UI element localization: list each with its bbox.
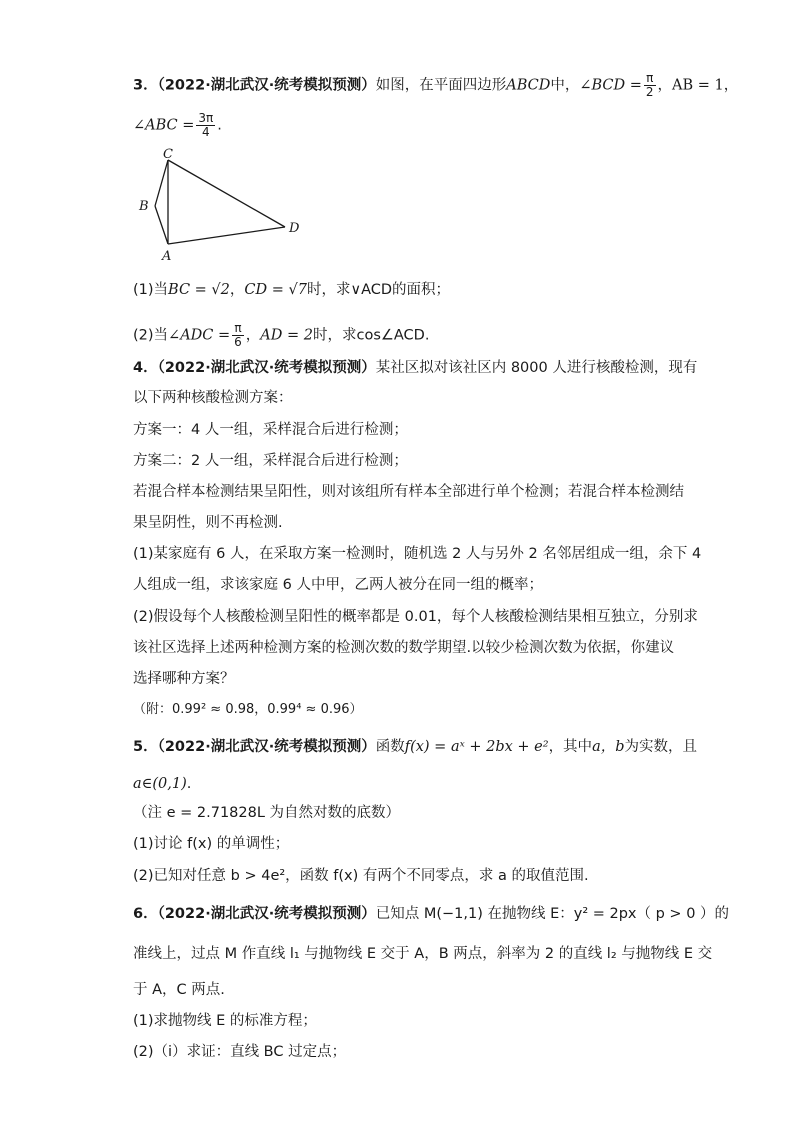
q5-part-1: (1)讨论 f(x) 的单调性； [133, 836, 290, 852]
q3-ad: AD = 2 [260, 327, 313, 344]
label-d: D [289, 221, 300, 236]
q3-bc: BC = √2 [168, 282, 230, 298]
q6-part-2: (2)（ⅰ）求证：直线 BC 过定点； [133, 1044, 347, 1060]
q3-ab: ，AB = 1， [657, 77, 739, 94]
q6-part-1: (1)求抛物线 E 的标准方程； [133, 1013, 317, 1029]
q5-function: f(x) = aˣ + 2bx + e² [404, 739, 549, 755]
q3-number: 3． [133, 77, 158, 94]
label-c: C [163, 148, 173, 162]
q4-source: （2022·湖北武汉·统考模拟预测） [157, 360, 376, 376]
q3-source: （2022·湖北武汉·统考模拟预测） [157, 77, 376, 94]
q3-frac-3pi-4: $\frac{3\pi}{4}$ [198, 111, 214, 139]
q3-part-2: (2)当∠ADC = $\frac{\pi}{6}$ ，AD = 2时，求cos∠ACD. [133, 321, 430, 349]
q3-mid: 中， [550, 77, 580, 94]
label-a: A [162, 249, 172, 262]
q4-line-10: 该社区选择上述两种检测方案的检测次数的数学期望.以较少检测次数为依据，你建议 [133, 640, 675, 656]
q3-part-1: (1)当BC = √2，CD = √7时，求∨ACD的面积； [133, 282, 451, 298]
q5-range: a∈(0,1) [133, 776, 187, 792]
q6-line-1: 6．（2022·湖北武汉·统考模拟预测）已知点 M(−1,1) 在抛物线 E：y² = 2px（ p > 0 ）的 [133, 906, 730, 922]
q6-line-2: 准线上，过点 M 作直线 l₁ 与抛物线 E 交于 A，B 两点，斜率为 2 的直线 l₂ 与抛物线 E 交 [133, 946, 713, 962]
q5-line-1: 5．（2022·湖北武汉·统考模拟预测）函数f(x) = aˣ + 2bx + e²，其中a，b为实数，且 [133, 739, 697, 755]
q3-frac-pi-6: $\frac{\pi}{6}$ [234, 321, 242, 349]
q4-line-2: 以下两种核酸检测方案： [133, 390, 293, 406]
q4-line-7: (1)某家庭有 6 人，在采取方案一检测时，随机选 2 人与另外 2 名邻居组成一组，余下 4 [133, 546, 702, 562]
q3-frac-pi-2: $\frac{\pi}{2}$ [645, 71, 654, 99]
q4-line-5: 若混合样本检测结果呈阳性，则对该组所有样本全部进行单个检测；若混合样本检测结 [133, 484, 684, 500]
q3-quad: ABCD [506, 77, 551, 94]
quadrilateral-figure [135, 148, 305, 262]
q3-angle-adc: ∠ADC = [168, 327, 231, 344]
label-b: B [139, 199, 149, 214]
q3-intro: 如图，在平面四边形 [375, 77, 507, 94]
q4-line-1: 4．（2022·湖北武汉·统考模拟预测）某社区拟对该社区内 8000 人进行核酸检测，现有 [133, 360, 698, 376]
q4-line-9: (2)假设每个人核酸检测呈阳性的概率都是 0.01，每个人核酸检测结果相互独立，分别求 [133, 609, 698, 625]
q6-line-3: 于 A，C 两点. [133, 982, 225, 998]
q4-line-8: 人组成一组，求该家庭 6 人中甲，乙两人被分在同一组的概率； [133, 577, 543, 593]
q5-number: 5． [133, 739, 158, 755]
q6-source: （2022·湖北武汉·统考模拟预测） [157, 906, 376, 922]
q3-angle-abc: ∠ABC = [133, 117, 195, 134]
q4-line-11: 选择哪种方案？ [133, 671, 235, 687]
q5-source: （2022·湖北武汉·统考模拟预测） [157, 739, 376, 755]
q5-line-2: a∈(0,1). [133, 776, 192, 792]
q5-note: （注 e = 2.71828L 为自然对数的底数） [133, 805, 401, 821]
q3-cd: CD = √7 [244, 282, 307, 298]
q3-line-2: ∠ABC = $\frac{3\pi}{4}$ . [133, 111, 222, 139]
q4-line-4: 方案二：2 人一组，采样混合后进行检测； [133, 453, 408, 469]
q4-number: 4． [133, 360, 158, 376]
q4-line-6: 果呈阴性，则不再检测. [133, 515, 283, 531]
q3-line-1 [133, 72, 738, 99]
q4-line-3: 方案一：4 人一组，采样混合后进行检测； [133, 422, 408, 438]
q3-angle-bcd: ∠BCD = [579, 77, 642, 94]
q6-number: 6． [133, 906, 158, 922]
q4-appendix: （附：0.99² ≈ 0.98，0.99⁴ ≈ 0.96） [133, 702, 363, 717]
q5-part-2: (2)已知对任意 b > 4e²，函数 f(x) 有两个不同零点，求 a 的取值范围. [133, 868, 589, 884]
